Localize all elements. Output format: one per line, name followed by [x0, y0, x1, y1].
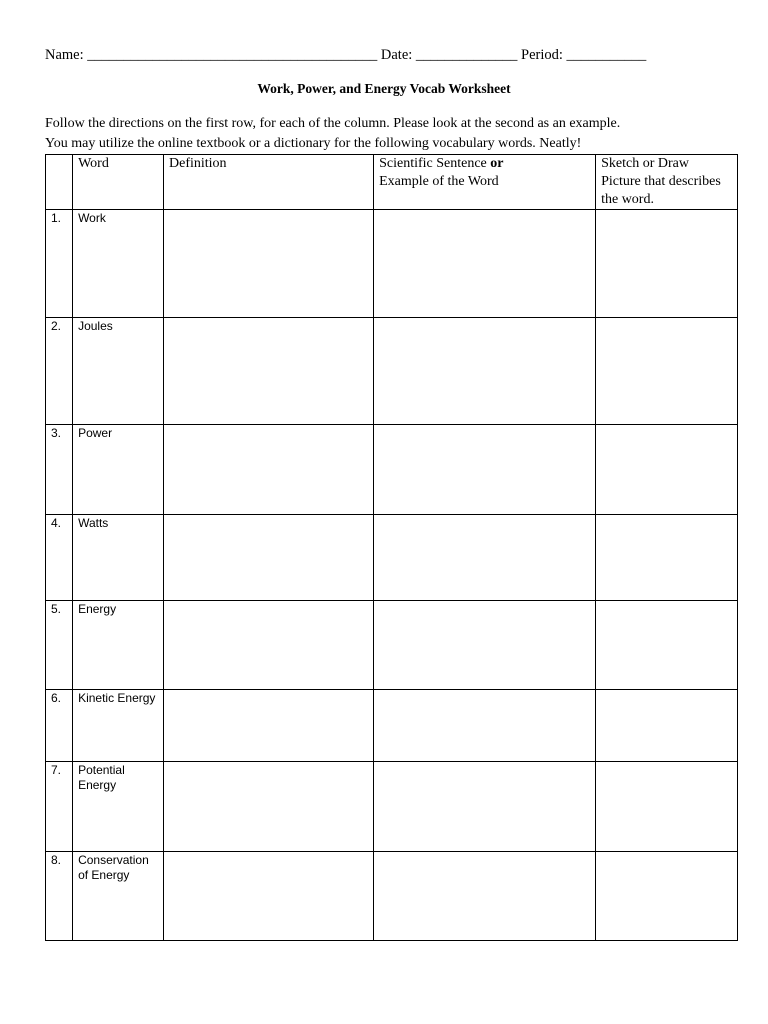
sketch-cell[interactable]	[596, 852, 738, 941]
row-number: 7.	[46, 762, 73, 852]
definition-cell[interactable]	[164, 601, 374, 690]
directions-line-2: You may utilize the online textbook or a dictionary for the following vocabulary words. Neatly!	[45, 136, 582, 151]
vocab-table	[45, 154, 738, 941]
header-sentence-text: Scientific Sentence	[379, 156, 491, 171]
header-sentence-or: or	[490, 156, 504, 171]
row-number: 1.	[46, 210, 73, 318]
row-number: 3.	[46, 425, 73, 515]
header-number	[46, 155, 73, 210]
row-word: Work	[73, 210, 164, 318]
sketch-cell[interactable]	[596, 762, 738, 852]
table-row	[46, 601, 738, 690]
definition-cell[interactable]	[164, 852, 374, 941]
sentence-cell[interactable]	[374, 690, 596, 762]
student-info-line: Name: ________________________________________ Date: ______________ Period: ___________	[45, 47, 647, 63]
worksheet-title: Work, Power, and Energy Vocab Worksheet	[257, 81, 511, 96]
header-sentence	[374, 155, 596, 210]
row-number: 8.	[46, 852, 73, 941]
sketch-cell[interactable]	[596, 210, 738, 318]
header-word: Word	[73, 155, 164, 210]
row-word: Energy	[73, 601, 164, 690]
header-definition: Definition	[164, 155, 374, 210]
sketch-cell[interactable]	[596, 601, 738, 690]
definition-cell[interactable]	[164, 318, 374, 425]
table-row	[46, 690, 738, 762]
table-row	[46, 210, 738, 318]
row-word: Joules	[73, 318, 164, 425]
sentence-cell[interactable]	[374, 601, 596, 690]
table-row	[46, 515, 738, 601]
sentence-cell[interactable]	[374, 852, 596, 941]
definition-cell[interactable]	[164, 690, 374, 762]
row-number: 5.	[46, 601, 73, 690]
row-word: Watts	[73, 515, 164, 601]
table-row	[46, 318, 738, 425]
directions-line-1: Follow the directions on the first row, for each of the column. Please look at the second as an example.	[45, 116, 621, 131]
directions	[45, 114, 620, 154]
table-row	[46, 762, 738, 852]
sentence-cell[interactable]	[374, 425, 596, 515]
definition-cell[interactable]	[164, 210, 374, 318]
row-word: Kinetic Energy	[73, 690, 164, 762]
row-number: 6.	[46, 690, 73, 762]
sentence-cell[interactable]	[374, 210, 596, 318]
sentence-cell[interactable]	[374, 318, 596, 425]
table-row	[46, 852, 738, 941]
row-word: Power	[73, 425, 164, 515]
sentence-cell[interactable]	[374, 762, 596, 852]
table-row	[46, 425, 738, 515]
row-number: 4.	[46, 515, 73, 601]
header-row	[46, 155, 738, 210]
sketch-cell[interactable]	[596, 425, 738, 515]
header-sketch: Sketch or Draw Picture that describes the word.	[596, 155, 738, 210]
definition-cell[interactable]	[164, 425, 374, 515]
definition-cell[interactable]	[164, 762, 374, 852]
definition-cell[interactable]	[164, 515, 374, 601]
row-word: Conservation of Energy	[73, 852, 164, 941]
sketch-cell[interactable]	[596, 515, 738, 601]
sketch-cell[interactable]	[596, 318, 738, 425]
sentence-cell[interactable]	[374, 515, 596, 601]
row-number: 2.	[46, 318, 73, 425]
header-sentence-example: Example of the Word	[379, 174, 499, 189]
sketch-cell[interactable]	[596, 690, 738, 762]
row-word: Potential Energy	[73, 762, 164, 852]
